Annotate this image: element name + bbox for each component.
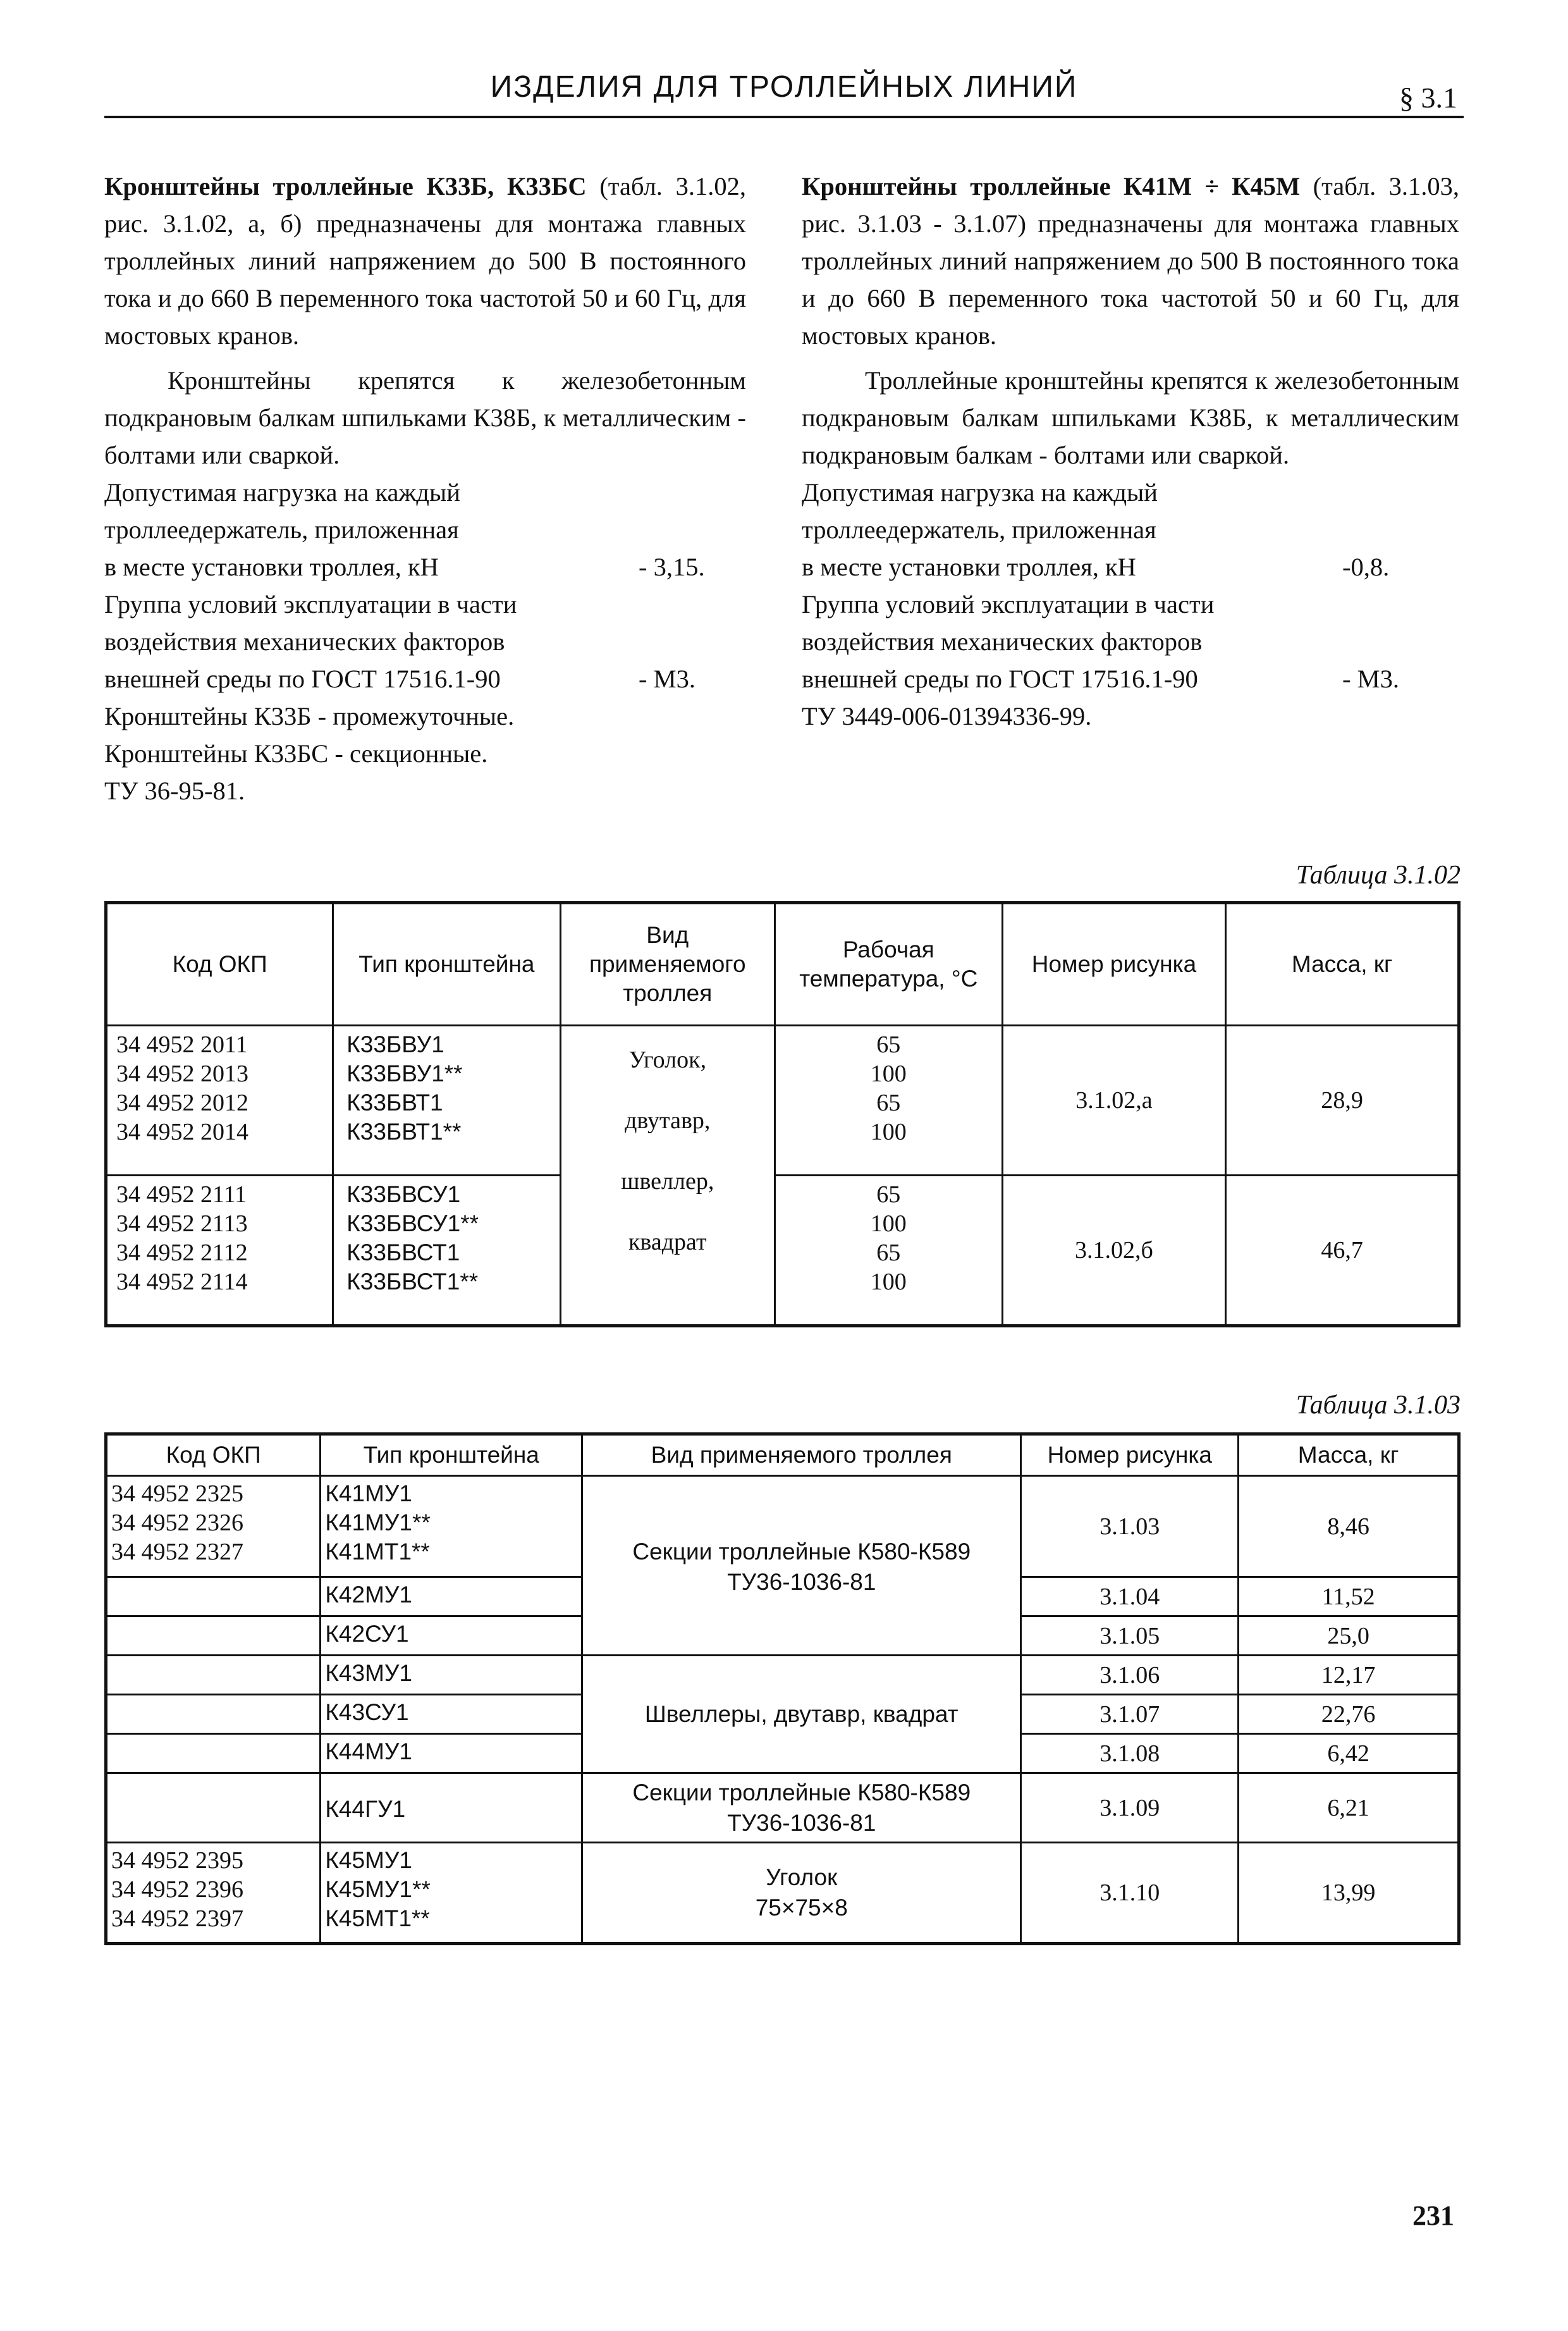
- header-trolley-kind-line-2: применяемого: [589, 951, 746, 977]
- bracket-type: К33БВСУ1**: [346, 1210, 479, 1236]
- figure-number: 3.1.10: [1021, 1843, 1239, 1944]
- table-3-1-02: [104, 901, 1461, 1327]
- header-trolley-kind: [560, 903, 775, 1026]
- left-lead-text: (табл. 3.1.02, рис. 3.1.02, а, б) предназначены для монтажа главных троллейных линий напряжением до 500 В постоянного тока и до 660 В переменного тока частотой 50 и 60 Гц, для мостовых кранов.: [104, 172, 746, 350]
- okp-codes-cell: [106, 1026, 333, 1176]
- okp-code: 34 4952 2326: [111, 1510, 243, 1536]
- left-load-value: - 3,15.: [639, 553, 705, 581]
- header-bracket-type: Тип кронштейна: [321, 1434, 582, 1476]
- figure-number: 3.1.03: [1021, 1476, 1239, 1577]
- trolley-kind-word: Уголок,: [628, 1047, 707, 1073]
- bracket-types-cell: [321, 1843, 582, 1944]
- table-row: [106, 1026, 1459, 1176]
- right-load-line-1: Допустимая нагрузка на каждый: [802, 478, 1158, 507]
- left-group-line-3: внешней среды по ГОСТ 17516.1-90: [104, 665, 501, 693]
- bracket-type: К33БВСТ1: [346, 1239, 460, 1265]
- right-load-line-2: троллеедержатель, приложенная: [802, 515, 1156, 544]
- trolley-kind-line: Уголок: [766, 1864, 838, 1890]
- header-temperature-line-2: температура, °С: [799, 966, 978, 992]
- temperature-value: 100: [870, 1210, 907, 1237]
- okp-code-empty: [106, 1616, 321, 1656]
- header-figure-number: Номер рисунка: [1002, 903, 1226, 1026]
- okp-code: 34 4952 2012: [116, 1090, 248, 1116]
- right-column: [802, 168, 1459, 735]
- right-mounting-paragraph: Троллейные кронштейны крепятся к железобетонным подкрановым балкам шпильками К38Б, к металлическим подкрановым балкам - болтами или сваркой.: [802, 366, 1459, 469]
- temperatures-cell: [775, 1026, 1003, 1176]
- mass-value: 22,76: [1239, 1695, 1459, 1734]
- mass-value: 11,52: [1239, 1577, 1459, 1616]
- okp-codes-cell: [106, 1843, 321, 1944]
- okp-code: 34 4952 2011: [116, 1031, 248, 1058]
- table-row: [106, 1176, 1459, 1326]
- bracket-type: К43СУ1: [321, 1695, 582, 1734]
- okp-code-empty: [106, 1577, 321, 1616]
- right-group-spec: [802, 660, 1459, 698]
- okp-code: 34 4952 2395: [111, 1847, 243, 1874]
- running-title: ИЗДЕЛИЯ ДЛЯ ТРОЛЛЕЙНЫХ ЛИНИЙ: [490, 70, 1078, 104]
- right-lead-title: Кронштейны троллейные К41М ÷ К45М: [802, 172, 1301, 200]
- table-row: [106, 1656, 1459, 1695]
- okp-code-empty: [106, 1734, 321, 1773]
- trolley-kind-cell: [582, 1843, 1021, 1944]
- mass-value: 46,7: [1226, 1176, 1459, 1326]
- figure-number: 3.1.02,б: [1002, 1176, 1226, 1326]
- header-bracket-type: Тип кронштейна: [333, 903, 560, 1026]
- temperature-value: 65: [876, 1031, 901, 1058]
- figure-number: 3.1.09: [1021, 1773, 1239, 1843]
- bracket-type: К42СУ1: [321, 1616, 582, 1656]
- table-row: [106, 1476, 1459, 1577]
- page-number: 231: [1412, 2200, 1454, 2231]
- okp-code: 34 4952 2113: [116, 1210, 248, 1237]
- okp-code: 34 4952 2396: [111, 1876, 243, 1903]
- section-number: § 3.1: [1399, 82, 1457, 114]
- left-lead-paragraph: [104, 168, 746, 354]
- figure-number: 3.1.06: [1021, 1656, 1239, 1695]
- table-3-1-03: [104, 1432, 1461, 1945]
- header-work-temperature: [775, 903, 1003, 1026]
- left-load-line-1: Допустимая нагрузка на каждый: [104, 478, 460, 507]
- left-note-intermediate: Кронштейны К33Б - промежуточные.: [104, 702, 515, 730]
- okp-code: 34 4952 2014: [116, 1119, 248, 1145]
- right-load-value: -0,8.: [1342, 553, 1390, 581]
- temperature-value: 65: [876, 1090, 901, 1116]
- temperature-value: 65: [876, 1181, 901, 1208]
- right-tu: ТУ 3449-006-01394336-99.: [802, 702, 1092, 730]
- temperature-value: 100: [870, 1119, 907, 1145]
- left-load-spec: [104, 548, 746, 586]
- figure-number: 3.1.04: [1021, 1577, 1239, 1616]
- bracket-type: К45МТ1**: [325, 1905, 430, 1931]
- bracket-types-cell: [333, 1176, 560, 1326]
- right-lead-paragraph: [802, 168, 1459, 354]
- header-okp-code: Код ОКП: [106, 1434, 321, 1476]
- bracket-type: К45МУ1**: [325, 1876, 431, 1902]
- bracket-type: К33БВУ1: [346, 1031, 444, 1057]
- table-3-1-03-caption: Таблица 3.1.03: [1295, 1391, 1461, 1420]
- header-trolley-kind: Вид применяемого троллея: [582, 1434, 1021, 1476]
- bracket-type: К33БВТ1**: [346, 1119, 462, 1145]
- okp-codes-cell: [106, 1476, 321, 1577]
- bracket-type: К41МУ1**: [325, 1510, 431, 1535]
- temperature-value: 65: [876, 1239, 901, 1266]
- bracket-type: К43МУ1: [321, 1656, 582, 1695]
- header-okp-code: Код ОКП: [106, 903, 333, 1026]
- temperatures-cell: [775, 1176, 1003, 1326]
- temperature-value: 100: [870, 1269, 907, 1295]
- mass-value: 6,21: [1239, 1773, 1459, 1843]
- trolley-kind-line: 75×75×8: [755, 1895, 848, 1921]
- figure-number: 3.1.08: [1021, 1734, 1239, 1773]
- okp-code: 34 4952 2112: [116, 1239, 248, 1266]
- header-figure-number: Номер рисунка: [1021, 1434, 1239, 1476]
- okp-code-empty: [106, 1773, 321, 1843]
- bracket-type: К44ГУ1: [321, 1773, 582, 1843]
- header-trolley-kind-line-1: Вид: [646, 922, 689, 948]
- left-tu: ТУ 36-95-81.: [104, 777, 245, 805]
- left-note-sectional: Кронштейны К33БС - секционные.: [104, 739, 488, 768]
- trolley-kind-cell: Швеллеры, двутавр, квадрат: [582, 1656, 1021, 1773]
- header-trolley-kind-line-3: троллея: [623, 980, 713, 1006]
- okp-code-empty: [106, 1695, 321, 1734]
- bracket-type: К41МУ1: [325, 1480, 412, 1506]
- mass-value: 13,99: [1239, 1843, 1459, 1944]
- header-rule: [104, 116, 1464, 118]
- figure-number: 3.1.05: [1021, 1616, 1239, 1656]
- okp-code: 34 4952 2397: [111, 1905, 243, 1932]
- trolley-kind-cell: [582, 1773, 1021, 1843]
- trolley-kind-word: двутавр,: [625, 1107, 711, 1134]
- okp-code: 34 4952 2325: [111, 1480, 243, 1507]
- right-group-value: - М3.: [1342, 665, 1399, 693]
- okp-code-empty: [106, 1656, 321, 1695]
- trolley-kind-line: Секции троллейные К580-К589: [632, 1779, 971, 1805]
- temperature-value: 100: [870, 1061, 907, 1087]
- okp-code: 34 4952 2111: [116, 1181, 247, 1208]
- left-load-line-2: троллеедержатель, приложенная: [104, 515, 459, 544]
- table-header-row: [106, 903, 1459, 1026]
- trolley-kind-cell: [560, 1026, 775, 1326]
- left-load-line-3: в месте установки троллея, кН: [104, 553, 439, 581]
- trolley-kind-line: ТУ36-1036-81: [727, 1809, 876, 1836]
- bracket-type: К45МУ1: [325, 1847, 412, 1873]
- mass-value: 12,17: [1239, 1656, 1459, 1695]
- left-group-line-1: Группа условий эксплуатации в части: [104, 590, 517, 618]
- okp-code: 34 4952 2013: [116, 1061, 248, 1087]
- bracket-types-cell: [321, 1476, 582, 1577]
- mass-value: 6,42: [1239, 1734, 1459, 1773]
- trolley-kind-word: швеллер,: [621, 1168, 714, 1195]
- okp-codes-cell: [106, 1176, 333, 1326]
- trolley-kind-word: квадрат: [628, 1229, 707, 1255]
- mass-value: 8,46: [1239, 1476, 1459, 1577]
- left-mounting-paragraph: Кронштейны крепятся к железобетонным подкрановым балкам шпильками К38Б, к металлическим - болтами или сваркой.: [104, 366, 746, 469]
- right-load-line-3: в месте установки троллея, кН: [802, 553, 1136, 581]
- mass-value: 28,9: [1226, 1026, 1459, 1176]
- bracket-types-cell: [333, 1026, 560, 1176]
- trolley-kind-line: ТУ36-1036-81: [727, 1569, 876, 1595]
- header-mass: Масса, кг: [1226, 903, 1459, 1026]
- bracket-type: К33БВТ1: [346, 1090, 443, 1116]
- mass-value: 25,0: [1239, 1616, 1459, 1656]
- bracket-type: К41МТ1**: [325, 1539, 430, 1565]
- right-group-line-3: внешней среды по ГОСТ 17516.1-90: [802, 665, 1198, 693]
- left-group-spec: [104, 660, 746, 698]
- okp-code: 34 4952 2114: [116, 1269, 248, 1295]
- table-3-1-02-caption: Таблица 3.1.02: [1295, 861, 1461, 890]
- table-row: [106, 1773, 1459, 1843]
- trolley-kind-cell: [582, 1476, 1021, 1656]
- bracket-type: К33БВСУ1: [346, 1181, 461, 1207]
- header-mass: Масса, кг: [1239, 1434, 1459, 1476]
- left-group-line-2: воздействия механических факторов: [104, 627, 505, 656]
- right-lead-text: (табл. 3.1.03, рис. 3.1.03 - 3.1.07) предназначены для монтажа главных троллейных линий напряжением до 500 В постоянного тока и до 660 В переменного тока частотой 50 и 60 Гц, для мостовых кранов.: [802, 172, 1459, 350]
- bracket-type: К44МУ1: [321, 1734, 582, 1773]
- trolley-kind-line: Секции троллейные К580-К589: [632, 1539, 971, 1565]
- left-column: [104, 168, 746, 809]
- okp-code: 34 4952 2327: [111, 1539, 243, 1565]
- right-group-line-1: Группа условий эксплуатации в части: [802, 590, 1215, 618]
- bracket-type: К33БВУ1**: [346, 1061, 463, 1086]
- figure-number: 3.1.07: [1021, 1695, 1239, 1734]
- figure-number: 3.1.02,а: [1002, 1026, 1226, 1176]
- left-group-value: - М3.: [639, 665, 695, 693]
- table-header-row: [106, 1434, 1459, 1476]
- right-group-line-2: воздействия механических факторов: [802, 627, 1203, 656]
- table-row: [106, 1843, 1459, 1944]
- right-load-spec: [802, 548, 1459, 586]
- header-temperature-line-1: Рабочая: [842, 937, 934, 963]
- bracket-type: К33БВСТ1**: [346, 1269, 479, 1295]
- bracket-type: К42МУ1: [321, 1577, 582, 1616]
- left-lead-title: Кронштейны троллейные К33Б, К33БС: [104, 172, 587, 200]
